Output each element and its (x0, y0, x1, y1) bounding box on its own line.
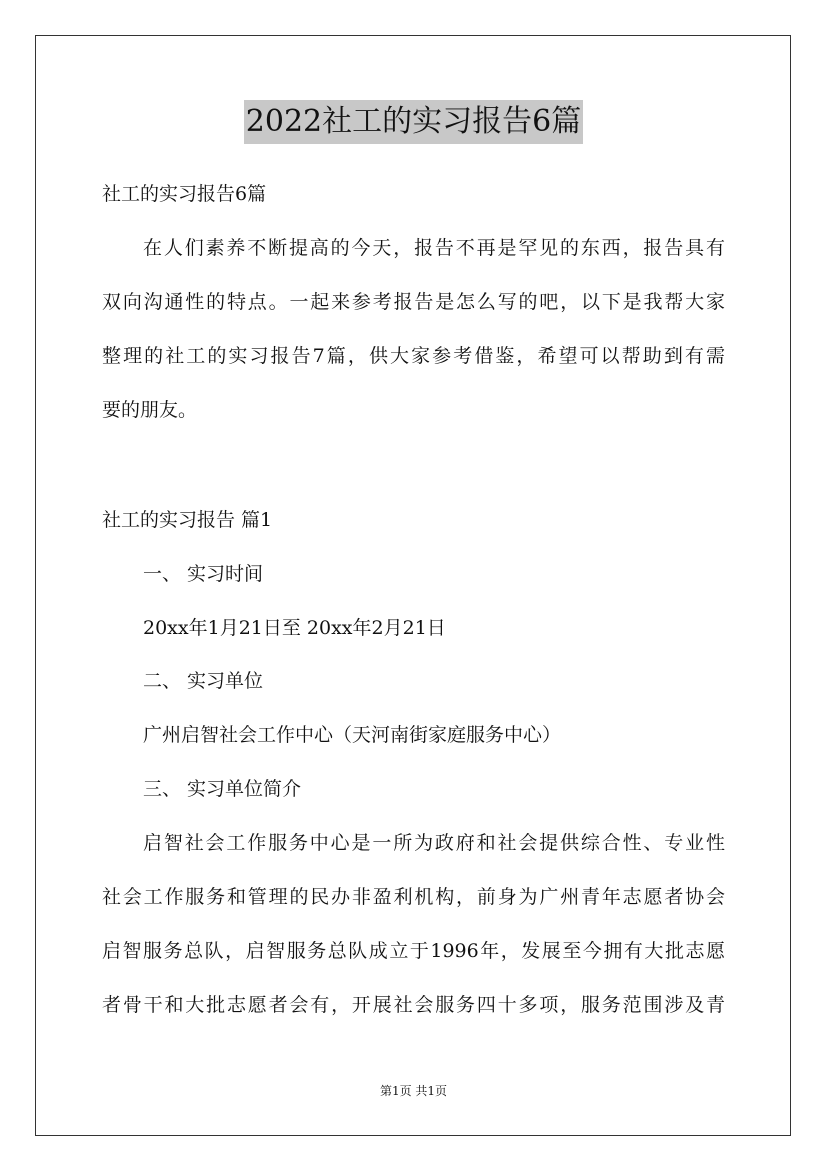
intro-paragraph-line: 要的朋友。 (102, 399, 198, 421)
body-paragraph-line: 启智社会工作服务中心是一所为政府和社会提供综合性、专业性 (143, 832, 725, 854)
document-title: 2022社工的实习报告6篇 (244, 100, 583, 144)
item-label: 三、 实习单位简介 (143, 778, 302, 800)
intro-paragraph-line: 整理的社工的实习报告7篇，供大家参考借鉴，希望可以帮助到有需 (102, 345, 725, 367)
body-paragraph-line: 社会工作服务和管理的民办非盈利机构，前身为广州青年志愿者协会 (102, 886, 725, 908)
intro-paragraph-line: 双向沟通性的特点。一起来参考报告是怎么写的吧，以下是我帮大家 (102, 291, 725, 313)
item-label: 一、 实习时间 (143, 563, 264, 585)
section-heading: 社工的实习报告 篇1 (102, 509, 273, 531)
item-value: 20xx年1月21日至 20xx年2月21日 (143, 617, 446, 639)
body-paragraph-line: 者骨干和大批志愿者会有，开展社会服务四十多项，服务范围涉及青 (102, 994, 725, 1016)
document-subtitle: 社工的实习报告6篇 (102, 183, 267, 205)
page-footer: 第1页 共1页 (379, 1084, 448, 1098)
intro-paragraph-line: 在人们素养不断提高的今天，报告不再是罕见的东西，报告具有 (143, 237, 725, 259)
title-container (0, 100, 827, 144)
item-value: 广州启智社会工作中心（天河南街家庭服务中心） (143, 724, 562, 746)
body-paragraph-line: 启智服务总队，启智服务总队成立于1996年，发展至今拥有大批志愿 (102, 940, 725, 962)
item-label: 二、 实习单位 (143, 670, 264, 692)
